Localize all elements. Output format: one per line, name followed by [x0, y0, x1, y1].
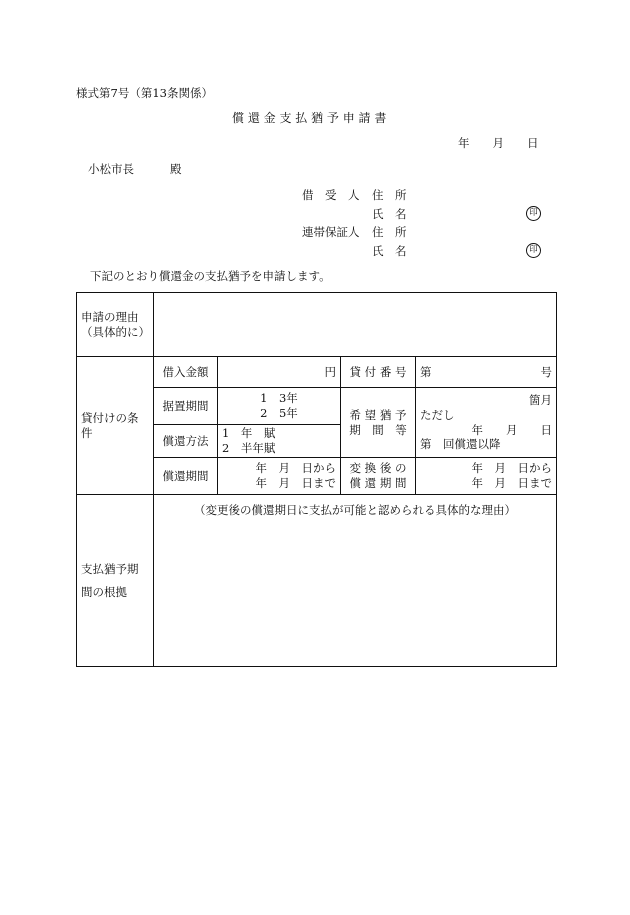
guarantor-name-label: 氏 名: [372, 244, 407, 258]
desired-period-field[interactable]: [416, 388, 557, 458]
desired-date: 年 月 日: [471, 422, 552, 437]
intro-text: 下記のとおり償還金の支払猶予を申請します。: [90, 269, 331, 283]
loan-amount-field[interactable]: 円: [218, 357, 341, 388]
repay-period-label: 償還期間: [154, 458, 218, 495]
loan-number-prefix: 第: [420, 364, 432, 379]
borrower-name-label: 氏 名: [372, 207, 407, 221]
loan-number-field[interactable]: [416, 357, 557, 388]
reason-label: 申請の理由 （具体的に）: [77, 293, 154, 357]
changed-period-field[interactable]: 年 月 日から 年 月 日まで: [416, 458, 557, 495]
grace-period-label: 据置期間: [154, 388, 218, 425]
desired-from-installment: 第 回償還以降: [420, 437, 501, 452]
loan-amount-label: 借入金額: [154, 357, 218, 388]
loan-number-label: 貸 付 番 号: [341, 357, 416, 388]
repay-method-options[interactable]: 1 年 賦 2 半年賦: [218, 425, 341, 458]
grace-period-options[interactable]: 1 3年 2 5年: [218, 388, 341, 425]
desired-period-label: 希 望 猶 予 期 間 等: [341, 388, 416, 458]
loan-amount-row: [77, 357, 557, 388]
addressee: 小松市長: [88, 162, 134, 176]
honorific: 殿: [170, 162, 182, 176]
basis-label: 支払猶予期 間の根拠: [77, 495, 154, 667]
reason-field[interactable]: [154, 293, 557, 357]
guarantor-address-label: 住 所: [372, 225, 407, 239]
application-table: [76, 292, 557, 667]
borrower-seal-icon: 印: [526, 206, 541, 221]
loan-number-suffix: 号: [540, 364, 552, 379]
changed-period-label: 変 換 後 の 償 還 期 間: [341, 458, 416, 495]
guarantor-label: 連帯保証人: [302, 225, 360, 239]
basis-field[interactable]: [154, 495, 557, 667]
repay-method-label: 償還方法: [154, 425, 218, 458]
basis-row: [77, 495, 557, 667]
reason-row: [77, 293, 557, 357]
desired-months: 箇月: [529, 392, 552, 407]
conditions-label: 貸付けの条 件: [77, 357, 154, 495]
application-date: 年 月 日: [458, 136, 539, 150]
form-number: 様式第7号（第13条関係）: [76, 86, 213, 100]
repay-period-field[interactable]: 年 月 日から 年 月 日まで: [218, 458, 341, 495]
desired-however: ただし: [420, 407, 455, 422]
guarantor-seal-icon: 印: [526, 243, 541, 258]
document-title: 償 還 金 支 払 猶 予 申 請 書: [232, 111, 387, 125]
basis-note: （変更後の償還期日に支払が可能と認められる具体的な理由）: [194, 503, 516, 517]
borrower-label: 借 受 人: [302, 188, 360, 202]
borrower-address-label: 住 所: [372, 188, 407, 202]
